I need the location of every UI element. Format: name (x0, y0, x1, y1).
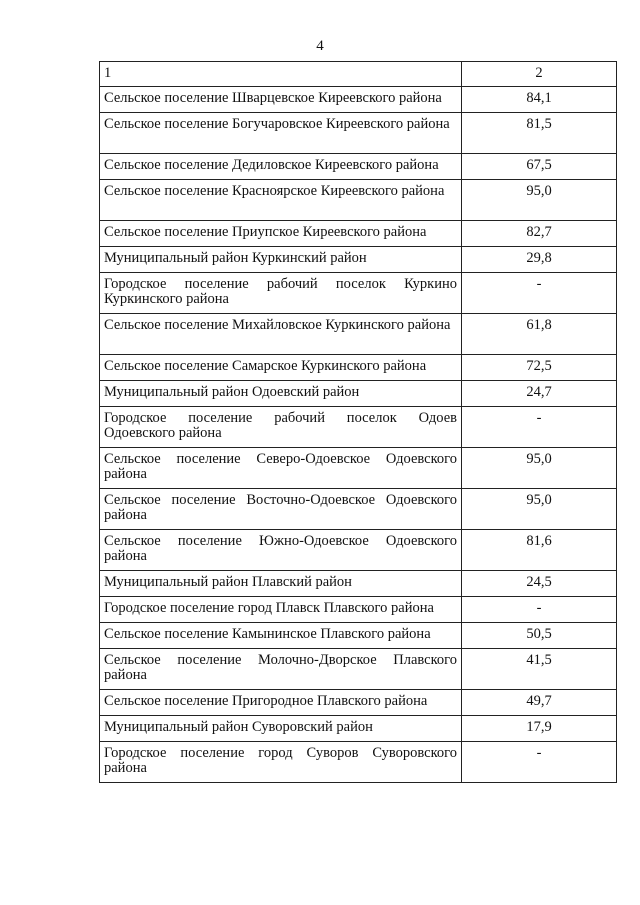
row-value-cell: 61,8 (462, 314, 617, 355)
row-value-cell: 49,7 (462, 690, 617, 716)
row-value-cell: - (462, 742, 617, 783)
row-value-cell: 41,5 (462, 649, 617, 690)
table-row (100, 649, 617, 690)
row-value-cell: 95,0 (462, 448, 617, 489)
table-row (100, 742, 617, 783)
row-value-cell: - (462, 407, 617, 448)
row-value-cell: - (462, 273, 617, 314)
row-name-cell: Городское поселение город Плавск Плавского района (100, 597, 462, 623)
table-row (100, 355, 617, 381)
table-row (100, 180, 617, 221)
row-name-cell: Муниципальный район Куркинский район (100, 247, 462, 273)
table-row (100, 489, 617, 530)
table-row (100, 154, 617, 180)
data-table (99, 61, 617, 783)
table-row (100, 597, 617, 623)
row-name-cell: Сельское поселение Восточно-Одоевское Одоевского района (100, 489, 462, 530)
row-name-cell: Сельское поселение Дедиловское Киреевского района (100, 154, 462, 180)
table-row (100, 113, 617, 154)
row-name-cell: Сельское поселение Северо-Одоевское Одоевского района (100, 448, 462, 489)
table-row (100, 530, 617, 571)
row-value-cell: 17,9 (462, 716, 617, 742)
table-row (100, 247, 617, 273)
row-value-cell: - (462, 597, 617, 623)
row-name-cell: Городское поселение рабочий поселок Куркино Куркинского района (100, 273, 462, 314)
row-name-cell: Сельское поселение Камынинское Плавского района (100, 623, 462, 649)
column-header-2: 2 (462, 62, 617, 87)
row-name-cell: Городское поселение рабочий поселок Одоев Одоевского района (100, 407, 462, 448)
row-value-cell: 81,6 (462, 530, 617, 571)
row-name-cell: Сельское поселение Молочно-Дворское Плавского района (100, 649, 462, 690)
table-header-row (100, 62, 617, 87)
row-name-cell: Сельское поселение Пригородное Плавского района (100, 690, 462, 716)
row-name-cell: Сельское поселение Приупское Киреевского района (100, 221, 462, 247)
row-name-cell: Сельское поселение Михайловское Куркинского района (100, 314, 462, 355)
row-value-cell: 84,1 (462, 87, 617, 113)
table-row (100, 690, 617, 716)
row-value-cell: 82,7 (462, 221, 617, 247)
row-value-cell: 24,5 (462, 571, 617, 597)
table-row (100, 221, 617, 247)
column-header-1: 1 (100, 62, 462, 87)
row-value-cell: 81,5 (462, 113, 617, 154)
row-value-cell: 72,5 (462, 355, 617, 381)
row-name-cell: Муниципальный район Суворовский район (100, 716, 462, 742)
table-row (100, 381, 617, 407)
row-value-cell: 95,0 (462, 489, 617, 530)
table-row (100, 716, 617, 742)
row-value-cell: 67,5 (462, 154, 617, 180)
table-row (100, 448, 617, 489)
row-name-cell: Сельское поселение Красноярское Киреевского района (100, 180, 462, 221)
row-name-cell: Сельское поселение Самарское Куркинского района (100, 355, 462, 381)
row-name-cell: Муниципальный район Плавский район (100, 571, 462, 597)
table-row (100, 571, 617, 597)
row-name-cell: Сельское поселение Шварцевское Киреевского района (100, 87, 462, 113)
row-value-cell: 95,0 (462, 180, 617, 221)
row-value-cell: 24,7 (462, 381, 617, 407)
row-name-cell: Сельское поселение Богучаровское Киреевского района (100, 113, 462, 154)
table-row (100, 623, 617, 649)
row-name-cell: Муниципальный район Одоевский район (100, 381, 462, 407)
table-row (100, 87, 617, 113)
row-value-cell: 29,8 (462, 247, 617, 273)
row-value-cell: 50,5 (462, 623, 617, 649)
page-number: 4 (316, 38, 324, 54)
row-name-cell: Сельское поселение Южно-Одоевское Одоевского района (100, 530, 462, 571)
table-row (100, 273, 617, 314)
table-row (100, 407, 617, 448)
table-row (100, 314, 617, 355)
row-name-cell: Городское поселение город Суворов Суворовского района (100, 742, 462, 783)
